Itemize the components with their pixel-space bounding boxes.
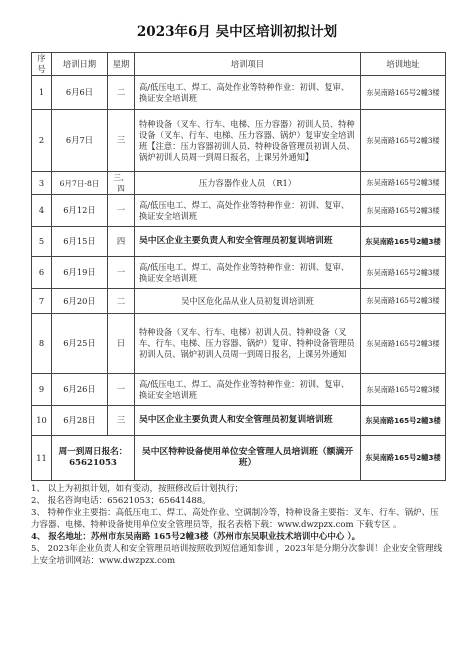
row-weekday: 日 <box>108 314 135 374</box>
table-row <box>32 257 446 289</box>
note-item: 2、 报名咨询电话：65621053；65641488。 <box>31 496 211 506</box>
row-item: 高/低压电工、焊工、高处作业等特种作业：初训、复审、换证安全培训班 <box>135 195 361 227</box>
row-address: 东吴南路165号2幢3楼 <box>361 289 446 314</box>
note-item: 5、 2023年企业负责人和安全管理员培训按照收到短信通知参训 ，2023年是分期分次参训！企业安全管理线上安全培训网站：www.dwzpzx.com <box>31 544 443 566</box>
row-no: 6 <box>32 257 52 289</box>
row-date: 6月12日 <box>52 195 108 227</box>
row-address: 东吴南路165号2幢3楼 <box>361 257 446 289</box>
row-date: 6月7日-8日 <box>52 172 108 195</box>
header-address: 培训地址 <box>361 53 446 76</box>
row-date: 6月28日 <box>52 406 108 436</box>
row-date: 6月26日 <box>52 374 108 406</box>
row-address: 东吴南路165号2幢3楼 <box>361 406 446 436</box>
row-address: 东吴南路165号2幢3楼 <box>361 436 446 481</box>
table-row <box>32 172 446 195</box>
row-weekday: 二 <box>108 289 135 314</box>
table-row <box>32 110 446 172</box>
header-date: 培训日期 <box>52 53 108 76</box>
row-weekday: 四 <box>108 227 135 257</box>
row-date: 周一到周日报名：65621053 <box>52 436 135 481</box>
row-address: 东吴南路165号2幢3楼 <box>361 76 446 110</box>
row-address: 东吴南路165号2幢3楼 <box>361 110 446 172</box>
row-item: 吴中区企业主要负责人和安全管理员初复训培训班 <box>135 406 361 436</box>
header-no: 序号 <box>32 53 52 76</box>
row-item: 压力容器作业人员 （R1） <box>135 172 361 195</box>
table-row <box>32 76 446 110</box>
row-no: 10 <box>32 406 52 436</box>
row-date: 6月20日 <box>52 289 108 314</box>
note-item: 3、 特种作业主要指：高低压电工、焊工、高处作业、空调制冷等，特种设备主要指：叉车、行车、锅炉、压力容器、电梯、特种设备使用单位安全管理员等，报名表格下载：www.dwzpzx.com 下载专区 。 <box>31 508 439 530</box>
row-item: 高/低压电工、焊工、高处作业等特种作业：初训、复审、换证安全培训班 <box>135 374 361 406</box>
row-item: 高/低压电工、焊工、高处作业等特种作业：初训、复审、换证安全培训班 <box>135 76 361 110</box>
row-no: 4 <box>32 195 52 227</box>
row-no: 5 <box>32 227 52 257</box>
note-item: 1、 以上为初拟计划，如有变动，按照修改后计划执行； <box>31 484 244 494</box>
row-item: 特种设备（叉车、行车、电梯）初训人员、特种设备（叉车、行车、电梯、压力容器、锅炉）复审、特种设备管理员初训人员、锅炉初训人员周一到周日报名，上课另外通知 <box>139 327 355 359</box>
row-weekday: 一 <box>108 374 135 406</box>
row-weekday: 三 <box>108 406 135 436</box>
table-header-row <box>32 53 446 76</box>
row-address: 东吴南路165号2幢3楼 <box>361 314 446 374</box>
row-no: 3 <box>32 172 52 195</box>
notes-section <box>31 483 445 567</box>
training-schedule-table <box>31 52 446 481</box>
row-address: 东吴南路165号2幢3楼 <box>361 374 446 406</box>
row-weekday: 三、四 <box>108 172 135 195</box>
table-row <box>32 227 446 257</box>
row-no: 8 <box>32 314 52 374</box>
row-no: 11 <box>32 436 52 481</box>
row-address: 东吴南路165号2幢3楼 <box>361 195 446 227</box>
row-no: 2 <box>32 110 52 172</box>
row-weekday: 一 <box>108 257 135 289</box>
table-row <box>32 195 446 227</box>
row-item: 吴中区企业主要负责人和安全管理员初复训培训班 <box>135 227 361 257</box>
row-address: 东吴南路165号2幢3楼 <box>361 172 446 195</box>
table-row <box>32 314 446 374</box>
table-row <box>32 406 446 436</box>
row-no: 1 <box>32 76 52 110</box>
row-date: 6月19日 <box>52 257 108 289</box>
row-date: 6月6日 <box>52 76 108 110</box>
row-date: 6月15日 <box>52 227 108 257</box>
row-no: 9 <box>32 374 52 406</box>
row-no: 7 <box>32 289 52 314</box>
row-item: 特种设备（叉车、行车、电梯、压力容器）初训人员、特种设备（叉车、行车、电梯、压力容器、锅炉）复审安全培训班【注意：压力容器初训人员、特种设备管理员初训人员、锅炉初训人员周一到周日报名，上课另外通知】 <box>139 118 355 162</box>
row-weekday: 一 <box>108 195 135 227</box>
table-row <box>32 374 446 406</box>
row-date: 6月7日 <box>52 110 108 172</box>
row-weekday: 二 <box>108 76 135 110</box>
row-item: 高/低压电工、焊工、高处作业等特种作业：初训、复审、换证安全培训班 <box>135 257 361 289</box>
table-row <box>32 289 446 314</box>
table-row <box>32 436 446 481</box>
header-weekday: 星期 <box>108 53 135 76</box>
row-item: 吴中区危化品从业人员初复训培训班 <box>135 289 361 314</box>
row-weekday: 三 <box>108 110 135 172</box>
row-item: 吴中区特种设备使用单位安全管理人员培训班（额满开班） <box>135 436 361 481</box>
row-address: 东吴南路165号2幢3楼 <box>361 227 446 257</box>
row-date: 6月25日 <box>52 314 108 374</box>
header-item: 培训项目 <box>135 53 361 76</box>
page-title: 2023年6月 吴中区培训初拟计划 <box>136 24 338 40</box>
note-item: 4、 报名地址：苏州市东吴南路 165号2幢3楼（苏州市东吴职业技术培训中心中心 ）。 <box>31 532 361 542</box>
